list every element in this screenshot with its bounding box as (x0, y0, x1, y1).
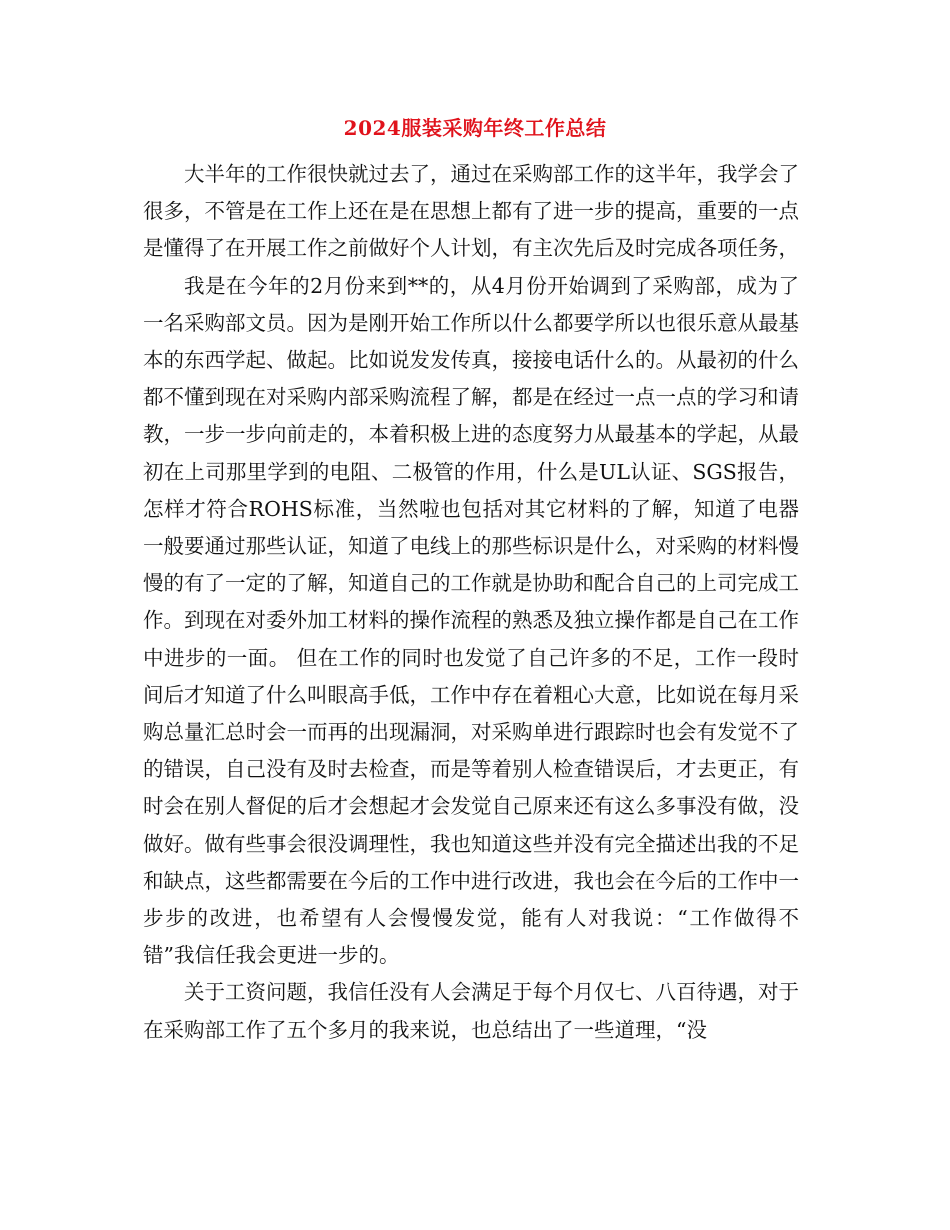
paragraph-2: 我是在今年的2月份来到**的，从4月份开始调到了采购部，成为了一名采购部文员。因为是刚开始工作所以什么都要学所以也很乐意从最基本的东西学起、做起。比如说发发传真，接接电话什么的。从最初的什么都不懂到现在对采购内部采购流程了解，都是在经过一点一点的学习和请教，一步一步向前走的，本着积极上进的态度努力从最基本的学起，从最初在上司那里学到的电阻、二极管的作用，什么是UL认证、SGS报告，怎样才符合ROHS标准，当然啦也包括对其它材料的了解，知道了电器一般要通过那些认证，知道了电线上的那些标识是什么，对采购的材料慢慢的有了一定的了解，知道自己的工作就是协助和配合自己的上司完成工作。到现在对委外加工材料的操作流程的熟悉及独立操作都是自己在工作中进步的一面。 但在工作的同时也发觉了自己许多的不足，工作一段时间后才知道了什么叫眼高手低，工作中存在着粗心大意，比如说在每月采购总量汇总时会一而再的出现漏洞，对采购单进行跟踪时也会有发觉不了的错误，自己没有及时去检查，而是等着别人检查错误后，才去更正，有时会在别人督促的后才会想起才会发觉自己原来还有这么多事没有做，没做好。做有些事会很没调理性，我也知道这些并没有完全描述出我的不足和缺点，这些都需要在今后的工作中进行改进，我也会在今后的工作中一步步的改进，也希望有人会慢慢发觉，能有人对我说：“工作做得不错”我信任我会更进一步的。 (143, 273, 799, 968)
paragraph-1: 大半年的工作很快就过去了，通过在采购部工作的这半年，我学会了很多，不管是在工作上还在是在思想上都有了进一步的提高，重要的一点是懂得了在开展工作之前做好个人计划，有主次先后及时完成各项任务， (143, 162, 799, 261)
document-body (143, 156, 799, 1049)
document-title: 2024服装采购年终工作总结 (343, 116, 607, 140)
paragraph-3: 关于工资问题，我信任没有人会满足于每个月仅七、八百待遇，对于在采购部工作了五个多月的我来说，也总结出了一些道理，“没 (143, 980, 799, 1042)
